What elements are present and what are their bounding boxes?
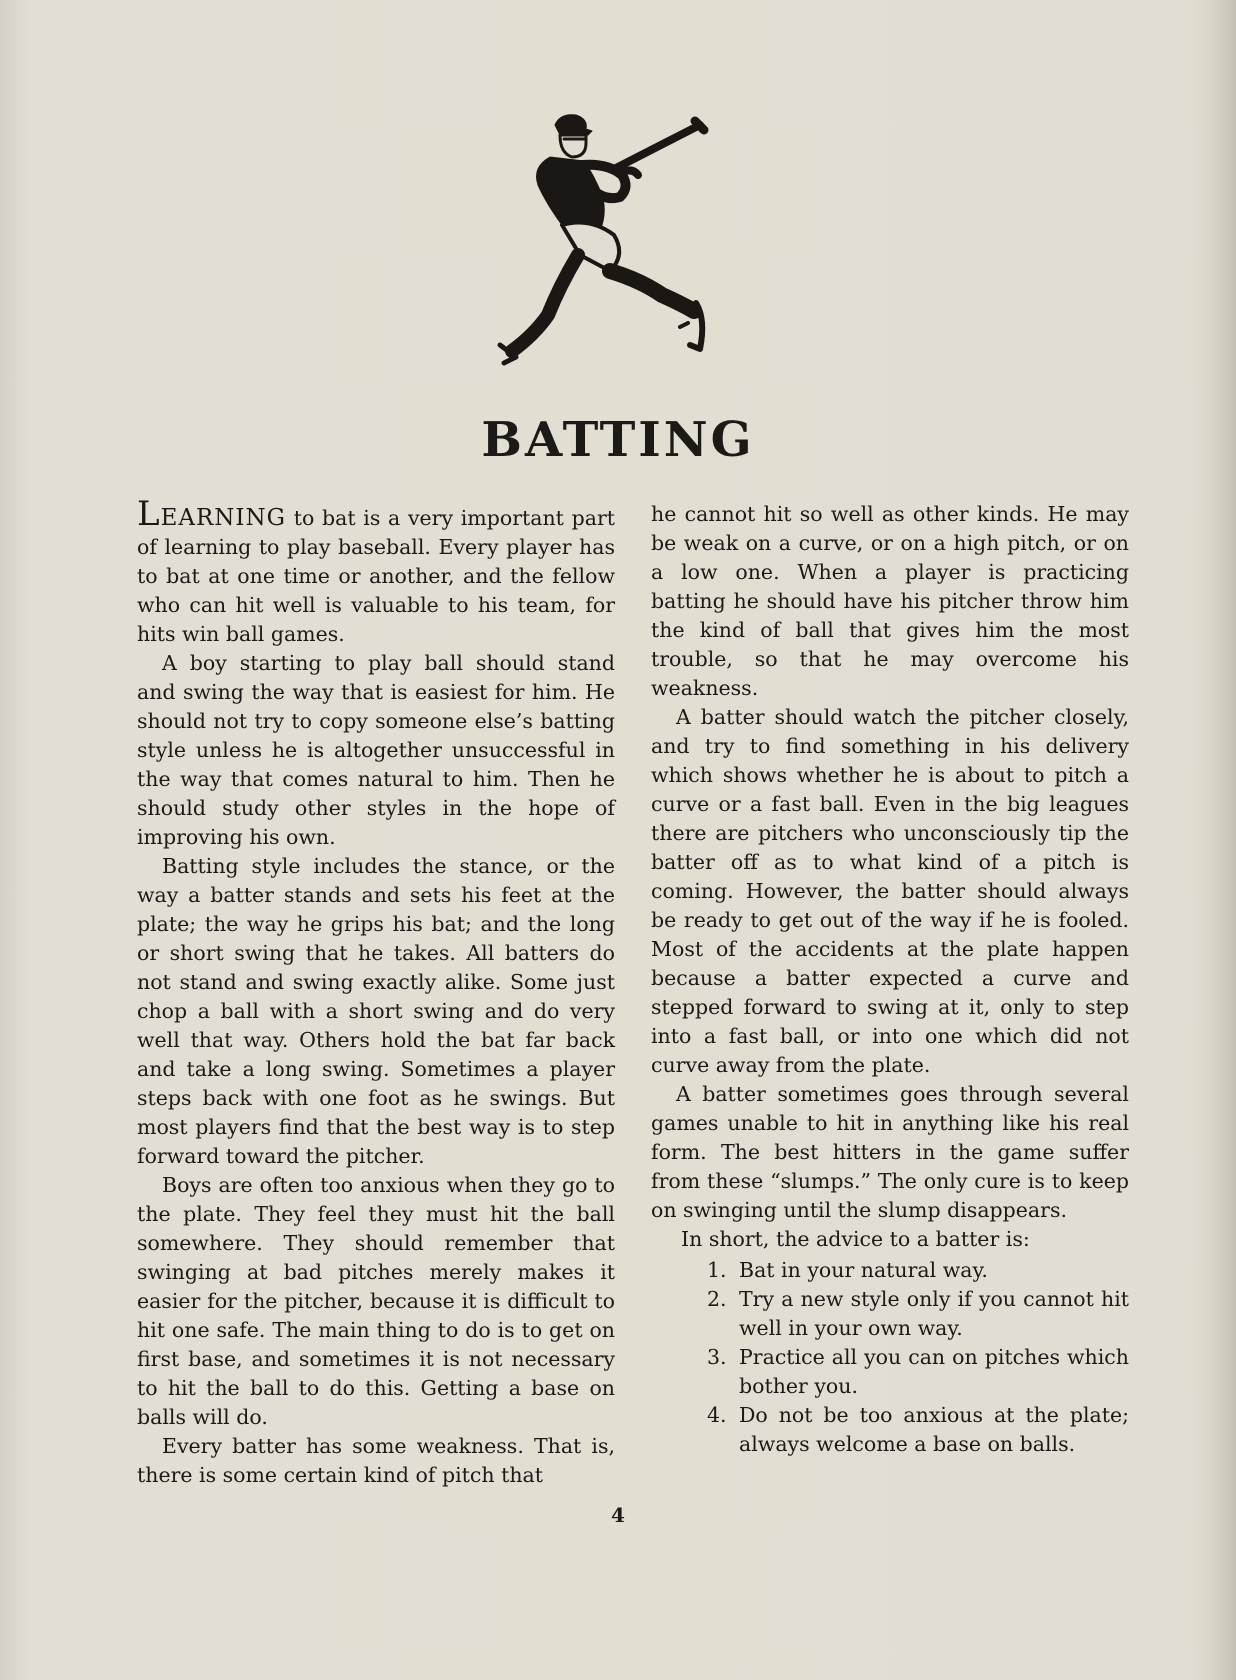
list-number: 4. [707, 1403, 727, 1427]
list-text: Try a new style only if you cannot hit well in your own way. [739, 1287, 1129, 1340]
list-text: Practice all you can on pitches which bother you. [739, 1345, 1129, 1398]
page-number: 4 [611, 1503, 625, 1527]
page-title: BATTING [481, 412, 755, 468]
list-item [651, 1343, 1129, 1401]
paragraph: In short, the advice to a batter is: [681, 1227, 1030, 1251]
right-column [651, 500, 1129, 1459]
paragraph: Boys are often too anxious when they go to the plate. They feel they must hit the ball somewhere. They should remember that swinging at bad pitches merely makes it easier for the pitcher, because it is difficult to hit one safe. The main thing to do is to get on first base, and sometimes it is not necessary to hit the ball to do this. Getting a base on balls will do. [137, 1173, 615, 1429]
list-item [651, 1401, 1129, 1459]
paragraph: Batting style includes the stance, or the way a batter stands and sets his feet at the plate; the way he grips his bat; and the long or short swing that he takes. All batters do not stand and swing exactly alike. Some just chop a ball with a short swing and do very well that way. Others hold the bat far back and take a long swing. Sometimes a player steps back with one foot as he swings. But most players find that the best way is to step forward toward the pitcher. [137, 854, 615, 1168]
paragraph [137, 494, 615, 649]
paragraph: he cannot hit so well as other kinds. He may be weak on a curve, or on a high pitch, or on a low one. When a player is practicing batting he should have his pitcher throw him the kind of ball that gives him the most trouble, so that he may overcome his weakness. [651, 502, 1129, 700]
page-edge [1214, 0, 1236, 1680]
left-column [137, 494, 615, 1490]
paragraph: A boy starting to play ball should stand and swing the way that is easiest for him. He should not try to copy someone else’s batting style unless he is altogether unsuccessful in the way that comes natural to him. Then he should study other styles in the hope of improving his own. [137, 651, 615, 849]
list-number: 3. [707, 1345, 727, 1369]
drop-cap: L [137, 494, 161, 534]
list-number: 1. [707, 1258, 727, 1282]
small-caps-lead: EARNING [160, 505, 287, 531]
paragraph: Every batter has some weakness. That is, there is some certain kind of pitch that [137, 1434, 615, 1487]
batter-illustration [490, 105, 770, 385]
list-item [651, 1285, 1129, 1343]
advice-list [651, 1256, 1129, 1459]
list-item [651, 1256, 1129, 1285]
paragraph: A batter should watch the pitcher closely, and try to find something in his delivery which shows whether he is about to pitch a curve or a fast ball. Even in the big leagues there are pitchers who unconsciously tip the batter off as to what kind of a pitch is coming. However, the batter should always be ready to get out of the way if he is fooled. Most of the accidents at the plate happen because a batter expected a curve and stepped forward to swing at it, only to step into a fast ball, or into one which did not curve away from the plate. [651, 705, 1129, 1077]
paragraph-text: to bat is a very important part of learning to play baseball. Every player has to bat at one time or another, and the fellow who can hit well is valuable to his team, for hits win ball games. [137, 506, 615, 646]
list-text: Bat in your natural way. [739, 1258, 988, 1282]
list-number: 2. [707, 1287, 727, 1311]
paragraph: A batter sometimes goes through several games unable to hit in anything like his real form. The best hitters in the game suffer from these “slumps.” The only cure is to keep on swinging until the slump disappears. [651, 1082, 1129, 1222]
list-text: Do not be too anxious at the plate; always welcome a base on balls. [739, 1403, 1129, 1456]
